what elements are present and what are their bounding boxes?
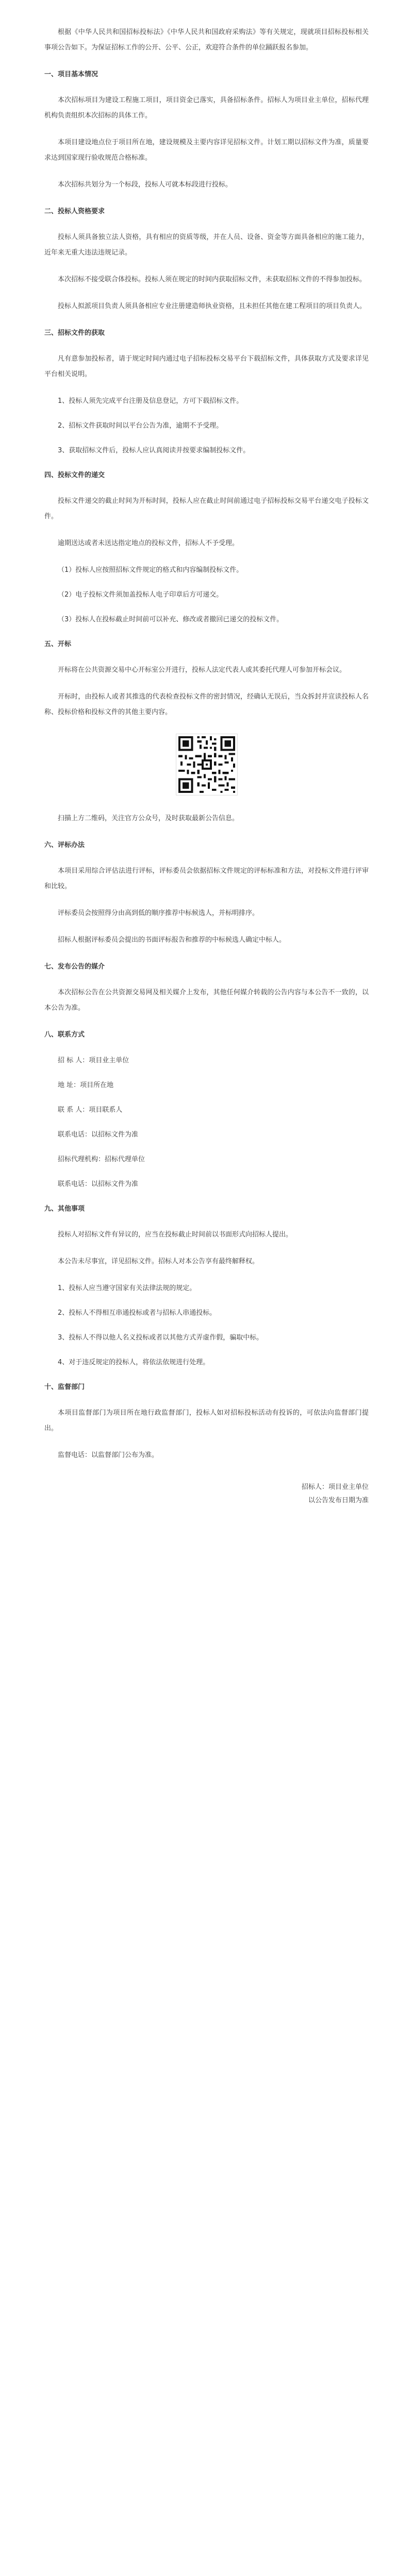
section-3-item: 2、招标文件获取时间以平台公告为准，逾期不予受理。 xyxy=(58,422,223,430)
section-9-title: 九、其他事项 xyxy=(44,1205,85,1213)
section-10-title: 十、监督部门 xyxy=(44,1383,85,1391)
section-4-item: （2）电子投标文件须加盖投标人电子印章后方可递交。 xyxy=(58,591,223,599)
section-1-paragraph-2: 本项目建设地点位于项目所在地，建设规模及主要内容详见招标文件。计划工期以招标文件为准，质量要求达到国家现行验收规范合格标准。 xyxy=(44,139,369,162)
contact-line: 招 标 人：项目业主单位 xyxy=(58,1057,129,1064)
section-9-item: 3、投标人不得以他人名义投标或者以其他方式弄虚作假，骗取中标。 xyxy=(58,1334,263,1342)
section-5-paragraph-2: 开标时，由投标人或者其推选的代表检查投标文件的密封情况，经确认无误后，当众拆封并宣读投标人名称、投标价格和投标文件的其他主要内容。 xyxy=(44,693,369,716)
signature-date: 以公告发布日期为准 xyxy=(308,1497,369,1504)
qr-code-block xyxy=(44,734,369,798)
section-1-paragraph-1: 本次招标项目为建设工程施工项目，项目资金已落实，具备招标条件。招标人为项目业主单位，招标代理机构负责组织本次招标的具体工作。 xyxy=(44,96,369,120)
section-7-title: 七、发布公告的媒介 xyxy=(44,963,105,971)
contact-line: 联系电话：以招标文件为准 xyxy=(58,1180,139,1188)
contact-line: 招标代理机构：招标代理单位 xyxy=(58,1156,145,1163)
section-9-paragraph-2: 本公告未尽事宜，详见招标文件。招标人对本公告享有最终解释权。 xyxy=(58,1258,259,1265)
section-4-title: 四、投标文件的递交 xyxy=(44,471,105,479)
section-9-paragraph-1: 投标人对招标文件有异议的，应当在投标截止时间前以书面形式向招标人提出。 xyxy=(58,1231,293,1239)
section-1-paragraph-3: 本次招标共划分为一个标段，投标人可就本标段进行投标。 xyxy=(58,181,233,189)
section-2-paragraph-2: 本次招标不接受联合体投标。投标人须在规定的时间内获取招标文件，未获取招标文件的不得参加投标。 xyxy=(58,276,367,283)
section-6-title: 六、评标办法 xyxy=(44,841,85,849)
contact-line: 联 系 人：项目联系人 xyxy=(58,1106,123,1114)
section-1-title: 一、项目基本情况 xyxy=(44,71,98,78)
signature-org: 招标人：项目业主单位 xyxy=(301,1483,369,1491)
section-4-item: （1）投标人应按照招标文件规定的格式和内容编制投标文件。 xyxy=(58,566,243,574)
qr-code-image xyxy=(176,734,238,795)
section-7-paragraph-1: 本次招标公告在公共资源交易网及相关媒介上发布，其他任何媒介转载的公告内容与本公告不一致的，以本公告为准。 xyxy=(44,989,369,1012)
section-3-title: 三、招标文件的获取 xyxy=(44,329,105,337)
section-10-paragraph-2: 监督电话：以监督部门公布为准。 xyxy=(58,1451,159,1459)
section-2-title: 二、投标人资格要求 xyxy=(44,208,105,215)
section-2-paragraph-1: 投标人须具备独立法人资格，具有相应的资质等级，并在人员、设备、资金等方面具备相应的施工能力，近年来无重大违法违规记录。 xyxy=(44,233,369,257)
section-9-item: 1、投标人应当遵守国家有关法律法规的规定。 xyxy=(58,1284,196,1292)
section-6-paragraph-2: 评标委员会按照得分由高到低的顺序推荐中标候选人，并标明排序。 xyxy=(58,909,259,917)
section-4-paragraph-1: 投标文件递交的截止时间为开标时间，投标人应在截止时间前通过电子招标投标交易平台递交电子投标文件。 xyxy=(44,497,369,520)
section-5-title: 五、开标 xyxy=(44,640,72,648)
section-6-paragraph-3: 招标人根据评标委员会提出的书面评标报告和推荐的中标候选人确定中标人。 xyxy=(58,936,286,944)
section-3-item: 3、获取招标文件后，投标人应认真阅读并按要求编制投标文件。 xyxy=(58,447,250,454)
section-10-paragraph-1: 本项目监督部门为项目所在地行政监督部门，投标人如对招标投标活动有投诉的，可依法向监督部门提出。 xyxy=(44,1409,369,1432)
qr-caption: 扫描上方二维码，关注官方公众号，及时获取最新公告信息。 xyxy=(58,815,239,822)
section-4-paragraph-2: 逾期送达或者未送达指定地点的投标文件，招标人不予受理。 xyxy=(58,539,239,547)
section-3-paragraph-1: 凡有意参加投标者，请于规定时间内通过电子招标投标交易平台下载招标文件，具体获取方式及要求详见平台相关说明。 xyxy=(44,355,369,378)
section-8-title: 八、联系方式 xyxy=(44,1031,85,1039)
section-2-paragraph-3: 投标人拟派项目负责人须具备相应专业注册建造师执业资格，且未担任其他在建工程项目的项目负责人。 xyxy=(58,302,367,310)
section-6-paragraph-1: 本项目采用综合评估法进行评标，评标委员会依据招标文件规定的评标标准和方法，对投标文件进行评审和比较。 xyxy=(44,867,369,890)
contact-line: 联系电话：以招标文件为准 xyxy=(58,1131,139,1139)
section-9-item: 4、对于违反规定的投标人，将依法依规进行处理。 xyxy=(58,1359,210,1366)
signature-block xyxy=(44,1481,369,1507)
section-5-paragraph-1: 开标将在公共资源交易中心开标室公开进行，投标人法定代表人或其委托代理人可参加开标会议。 xyxy=(58,666,346,674)
section-4-item: （3）投标人在投标截止时间前可以补充、修改或者撤回已递交的投标文件。 xyxy=(58,616,284,623)
intro-paragraph: 根据《中华人民共和国招标投标法》《中华人民共和国政府采购法》等有关规定，现就项目招标投标相关事项公告如下。为保证招标工作的公开、公平、公正，欢迎符合条件的单位踊跃报名参加。 xyxy=(44,28,369,52)
section-9-item: 2、投标人不得相互串通投标或者与招标人串通投标。 xyxy=(58,1309,217,1317)
section-3-item: 1、投标人须先完成平台注册及信息登记，方可下载招标文件。 xyxy=(58,397,243,405)
contact-line: 地 址：项目所在地 xyxy=(58,1081,114,1089)
